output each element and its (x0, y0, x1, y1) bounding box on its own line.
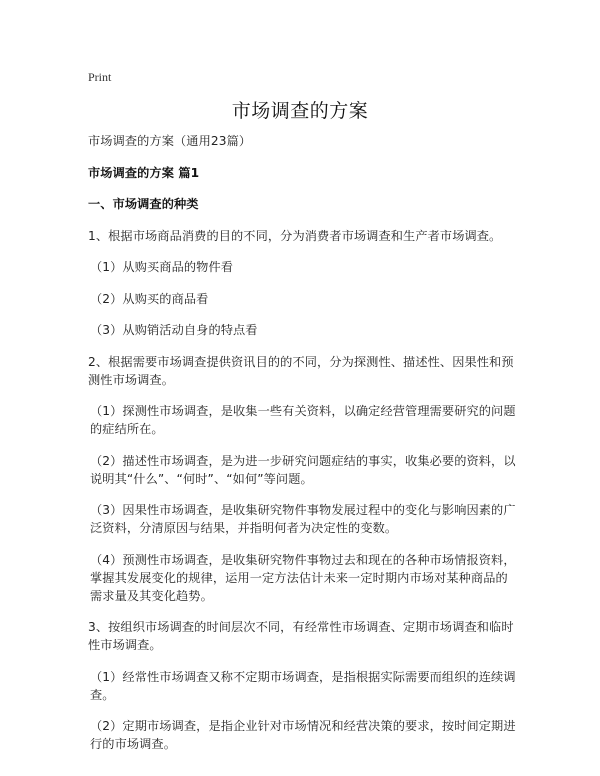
document-subtitle: 市场调查的方案（通用23篇） (88, 134, 252, 148)
paragraph: 2、根据需要市场调查提供资讯目的的不同，分为探测性、描述性、因果性和预测性市场调查。 (88, 354, 514, 387)
document-body (88, 132, 516, 767)
paragraph: 3、按组织市场调查的时间层次不同，有经常性市场调查、定期市场调查和临时 性市场调查。 (88, 620, 514, 652)
list-item: （1）探测性市场调查，是收集一些有关资料，以确定经营管理需要研究的问题的症结所在。 (90, 404, 516, 436)
list-item: （1）经常性市场调查又称不定期市场调查，是指根据实际需要而组织的连续调查。 (90, 669, 516, 702)
print-link[interactable]: Print (88, 70, 112, 84)
subsection-heading: 一、市场调查的种类 (88, 197, 199, 211)
list-item: （2）从购买的商品看 (90, 291, 209, 306)
list-item: （3）从购销活动自身的特点看 (90, 323, 258, 337)
list-item: （2）描述性市场调查，是为进一步研究问题症结的事实，收集必要的资料，以说明其“什么”、“何时”、“如何”等问题。 (90, 453, 516, 486)
section-heading: 市场调查的方案 篇1 (88, 165, 200, 180)
paragraph: 1、根据市场商品消费的目的不同，分为消费者市场调查和生产者市场调查。 (88, 228, 502, 243)
page-title: 市场调查的方案 (231, 100, 369, 122)
list-item: （2）定期市场调查，是指企业针对市场情况和经营决策的要求，按时间定期进行的市场调查。 (90, 719, 516, 751)
list-item: （3）因果性市场调查，是收集研究物件事物发展过程中的变化与影响因素的广泛资料，分清原因与结果，并指明何者为决定性的变数。 (90, 503, 516, 535)
list-item: （4）预测性市场调查，是收集研究物件事物过去和现在的各种市场情报资料，掌握其发展变化的规律，运用一定方法估计未来一定时期内市场对某种商品的需求量及其变化趋势。 (90, 552, 516, 603)
list-item: （1）从购买商品的物件看 (90, 260, 234, 274)
